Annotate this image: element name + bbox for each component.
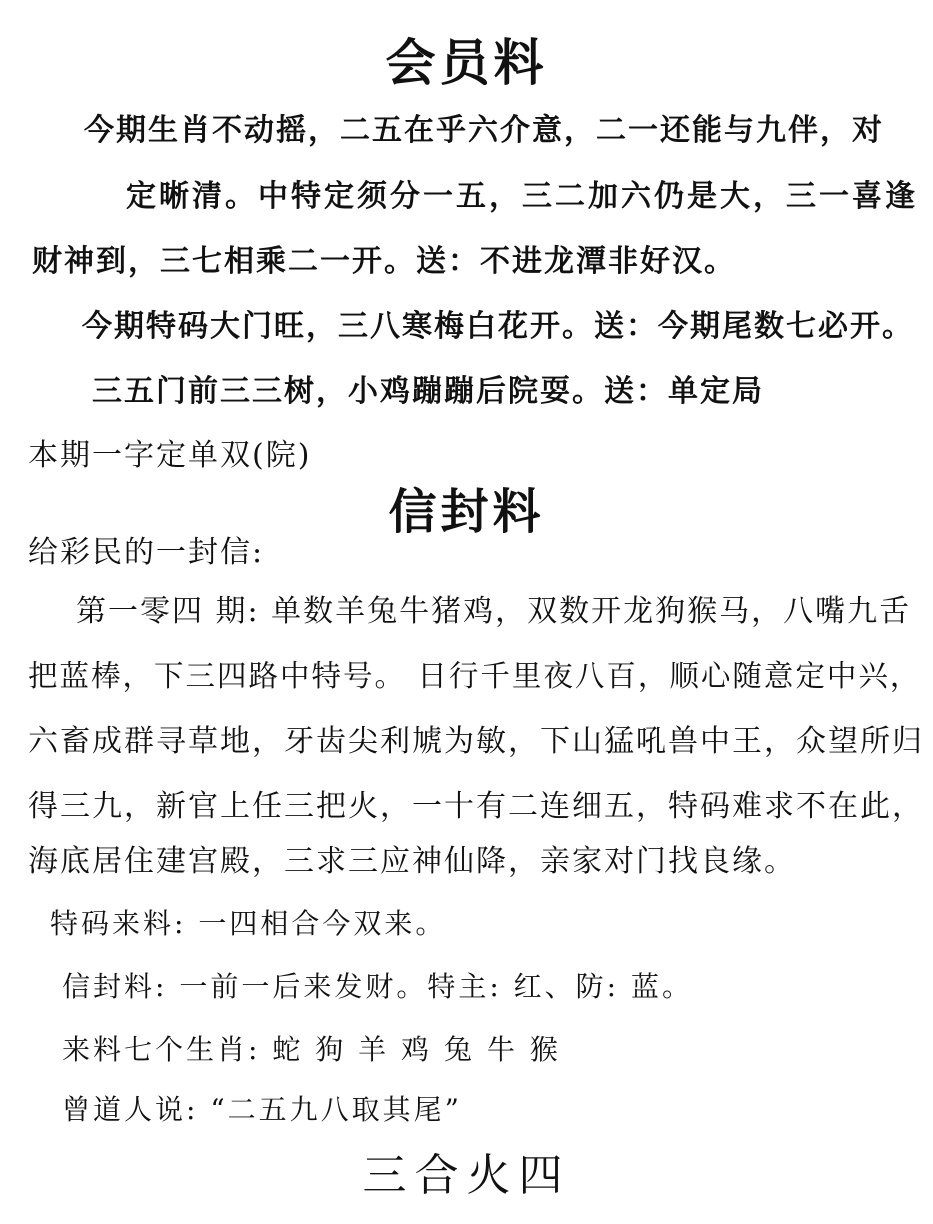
- member-material-line-3: 财神到，三七相乘二一开。送：不进龙潭非好汉。: [32, 244, 736, 279]
- member-material-line-4: 今期特码大门旺，三八寒梅白花开。送：今期尾数七必开。: [82, 309, 914, 344]
- three-combination-title: 三合火四: [362, 1150, 571, 1201]
- member-material-line-1: 今期生肖不动摇，二五在乎六介意，二一还能与九伴，对: [84, 113, 884, 148]
- member-material-line-5: 三五门前三三树，小鸡蹦蹦后院耍。送：单定局: [92, 374, 764, 409]
- envelope-note-4: 曾道人说: “二五九八取其尾”: [62, 1093, 462, 1126]
- envelope-line-1: 第一零四 期: 单数羊兔牛猪鸡，双数开龙狗猴马，八嘴九舌: [76, 594, 912, 629]
- envelope-note-2: 信封料: 一前一后来发财。特主: 红、防: 蓝。: [62, 970, 694, 1003]
- envelope-note-3: 来料七个生肖: 蛇 狗 羊 鸡 兔 牛 猴: [62, 1033, 561, 1066]
- envelope-intro: 给彩民的一封信:: [28, 535, 265, 570]
- member-material-line-2: 定晰清。中特定须分一五，三二加六仍是大，三一喜逢: [126, 179, 918, 214]
- envelope-note-1: 特码来料: 一四相合今双来。: [50, 907, 447, 940]
- member-material-line-6: 本期一字定单双(院): [28, 438, 312, 473]
- envelope-line-3: 六畜成群寻草地，牙齿尖利虓为敏，下山猛吼兽中王，众望所归: [28, 724, 924, 759]
- envelope-line-2: 把蓝棒，下三四路中特号。 日行千里夜八百，顺心随意定中兴，: [28, 659, 922, 693]
- member-material-title: 会员料: [385, 34, 548, 92]
- envelope-line-4: 得三九，新官上任三把火，一十有二连细五，特码难求不在此，: [28, 789, 924, 824]
- envelope-material-title: 信封料: [388, 484, 545, 540]
- envelope-line-5: 海底居住建宫殿，三求三应神仙降，亲家对门找良缘。: [28, 844, 796, 879]
